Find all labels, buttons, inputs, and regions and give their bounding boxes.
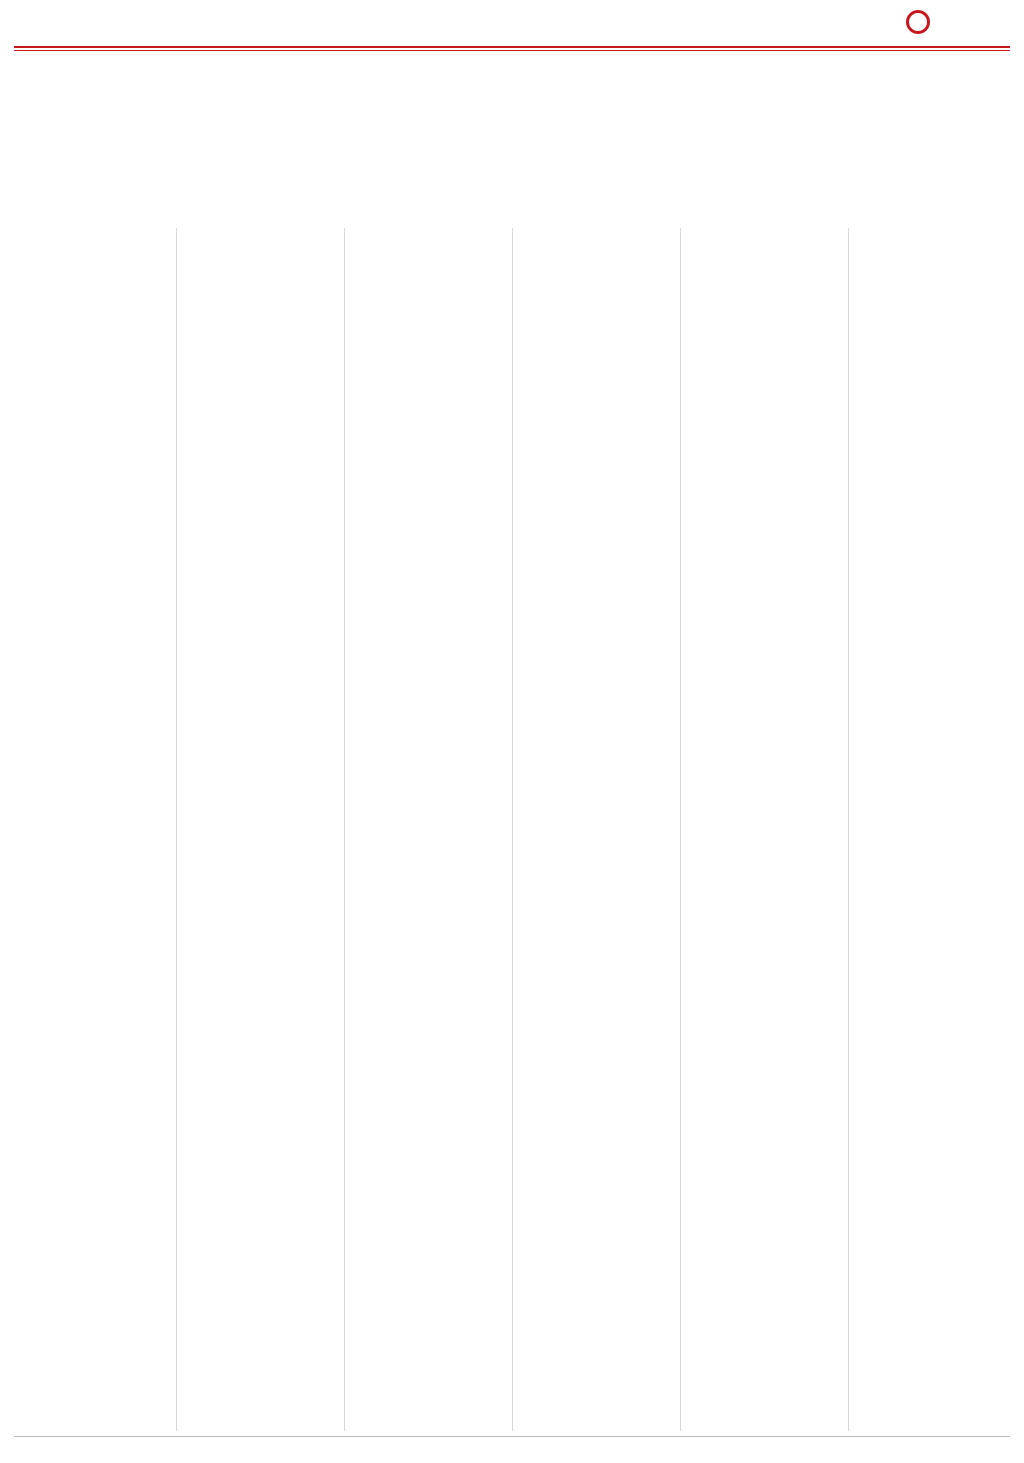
masthead-rule: [14, 46, 1010, 48]
column-divider: [512, 228, 513, 1431]
column-3: [352, 228, 504, 1431]
masthead: [0, 0, 1024, 48]
column-1: [16, 228, 168, 1431]
logo-ring-icon: [906, 10, 930, 34]
footer-rule: [14, 1436, 1010, 1437]
page-footer: [0, 1442, 1024, 1451]
column-2: [184, 228, 336, 1431]
article-body: [16, 228, 1008, 1431]
editor-credits: [60, 9, 88, 42]
newspaper-logo: [906, 8, 1014, 38]
column-6: [856, 228, 1008, 1431]
column-4: [520, 228, 672, 1431]
column-divider: [680, 228, 681, 1431]
column-5: [688, 228, 840, 1431]
column-divider: [344, 228, 345, 1431]
column-divider: [176, 228, 177, 1431]
column-divider: [848, 228, 849, 1431]
masthead-rule-thin: [14, 50, 1010, 51]
